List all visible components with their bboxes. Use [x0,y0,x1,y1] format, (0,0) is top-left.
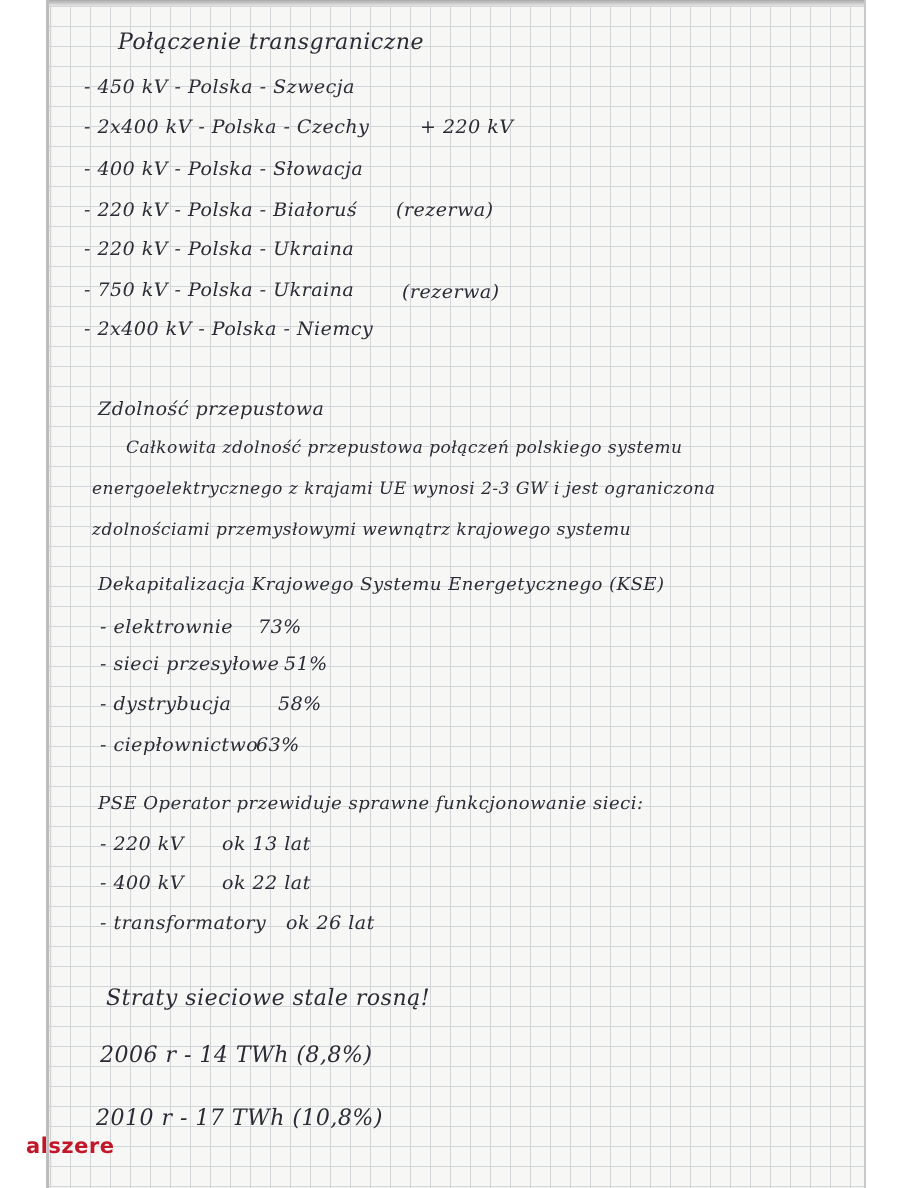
page-title: Połączenie transgraniczne [118,30,425,55]
connection-note: + 220 kV [420,116,514,138]
pse-label: - 400 kV [100,872,184,894]
decap-heading: Dekapitalizacja Krajowego Systemu Energetycznego (KSE) [98,574,665,595]
pse-value: ok 22 lat [222,872,311,894]
page-left-edge [46,0,49,1188]
decap-label: - dystrybucja [100,693,232,715]
decap-label: - sieci przesyłowe [100,653,280,675]
pse-value: ok 13 lat [222,833,311,855]
pse-value: ok 26 lat [286,912,375,934]
decap-value: 63% [256,734,300,756]
capacity-text: zdolnościami przemysłowymi wewnątrz krajowego systemu [92,520,632,540]
pse-label: - 220 kV [100,833,184,855]
losses-heading: Straty sieciowe stale rosną! [106,986,431,1011]
pse-label: - transformatory [100,912,267,934]
connection-line: - 750 kV - Polska - Ukraina [84,279,355,301]
decap-label: - ciepłownictwo [100,734,259,756]
connection-line: - 220 kV - Polska - Białoruś [84,199,358,221]
connection-note: (rezerwa) [396,199,494,221]
pse-heading: PSE Operator przewiduje sprawne funkcjonowanie sieci: [98,793,644,814]
decap-value: 58% [278,693,322,715]
connection-line: - 400 kV - Polska - Słowacja [84,158,364,180]
losses-row: 2010 r - 17 TWh (10,8%) [96,1106,383,1131]
connection-line: - 220 kV - Polska - Ukraina [84,238,355,260]
losses-row: 2006 r - 14 TWh (8,8%) [100,1043,373,1068]
connection-line: - 450 kV - Polska - Szwecja [84,76,356,98]
connection-line: - 2x400 kV - Polska - Niemcy [84,318,374,340]
decap-label: - elektrownie [100,616,234,638]
decap-value: 73% [258,616,302,638]
watermark-logo: alszere [26,1134,115,1158]
connection-line: - 2x400 kV - Polska - Czechy [84,116,370,138]
capacity-heading: Zdolność przepustowa [98,398,325,420]
decap-value: 51% [284,653,328,675]
page-top-edge [46,0,864,6]
connection-note: (rezerwa) [402,281,500,303]
capacity-text: Całkowita zdolność przepustowa połączeń polskiego systemu [126,438,683,458]
capacity-text: energoelektrycznego z krajami UE wynosi 2-3 GW i jest ograniczona [92,479,716,499]
